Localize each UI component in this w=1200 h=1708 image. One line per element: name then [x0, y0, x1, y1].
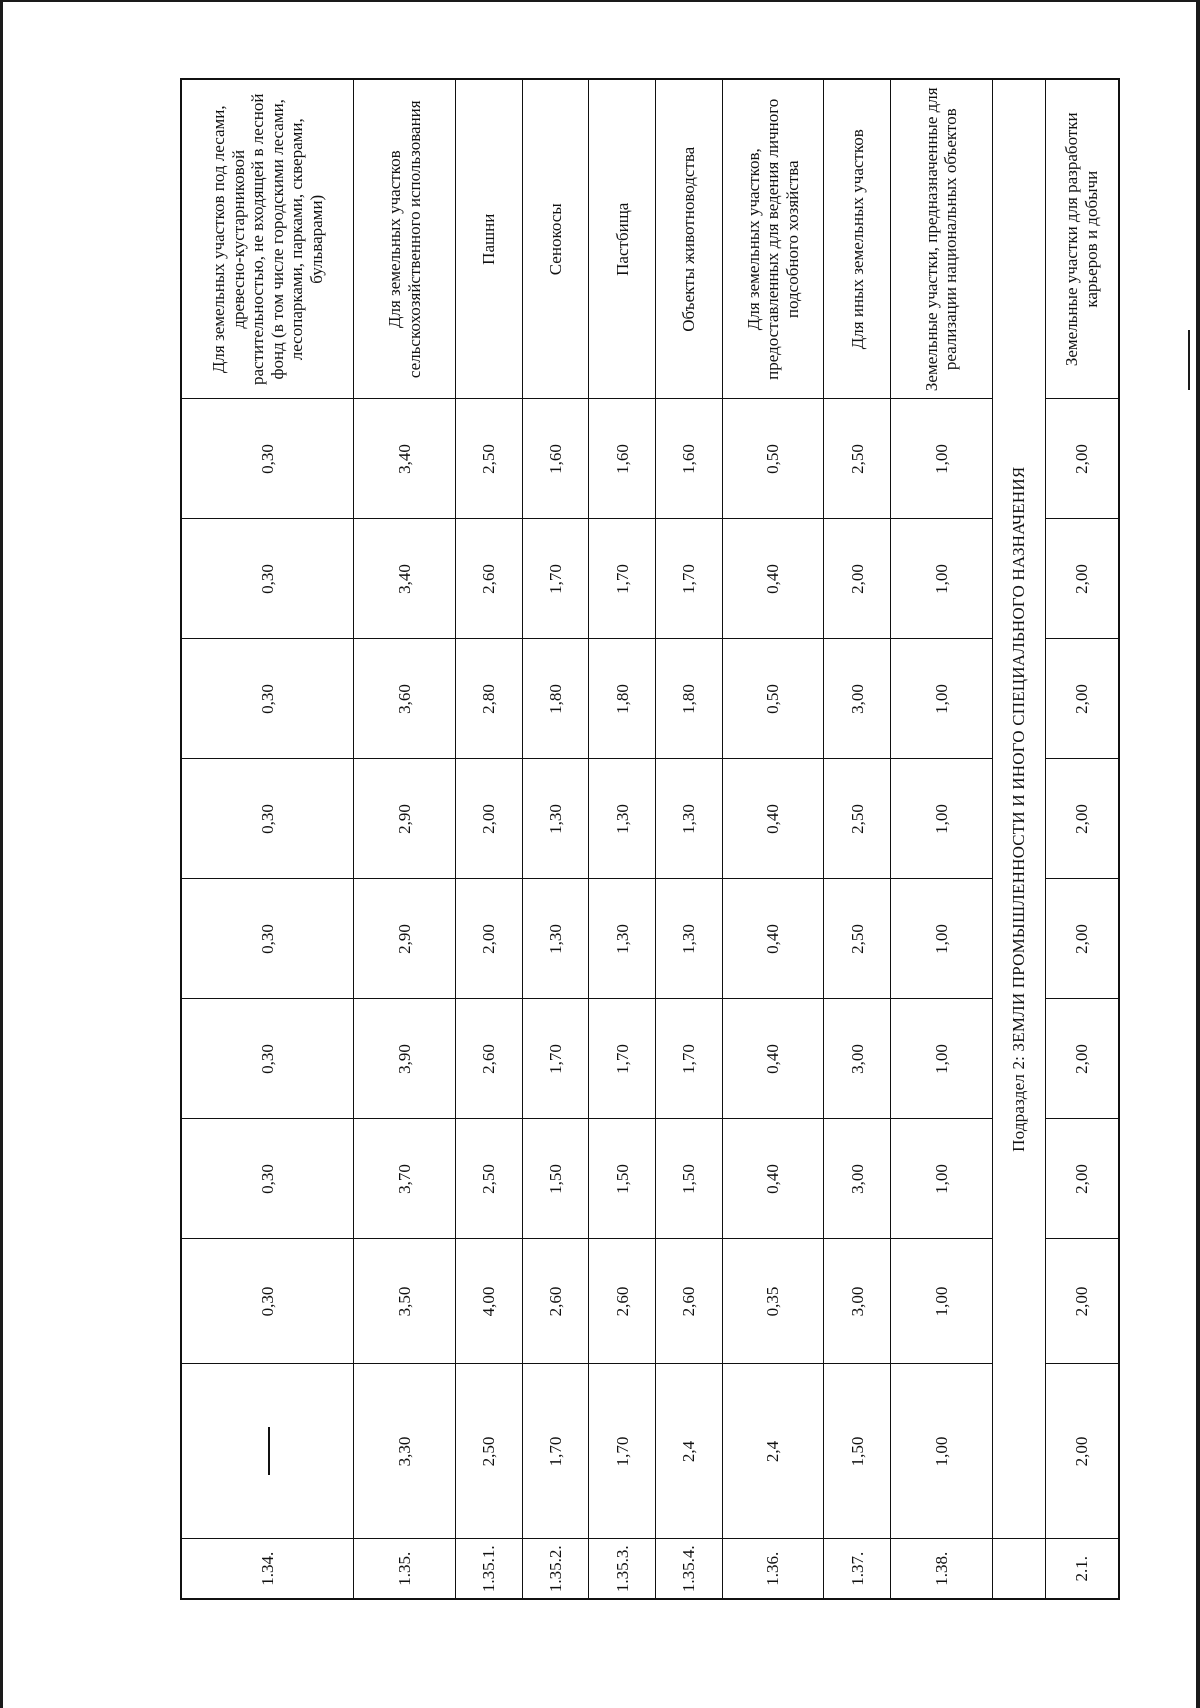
value-cell: 3,90	[354, 999, 455, 1119]
section-row	[992, 79, 1045, 1599]
value-cell: 0,35	[723, 1239, 824, 1364]
value-cell: 0,40	[723, 879, 824, 999]
value-cell: 3,50	[354, 1239, 455, 1364]
row-number: 1.35.	[354, 1539, 455, 1599]
value-cell: 0,30	[181, 639, 354, 759]
value-cell: 1,70	[522, 519, 589, 639]
value-cell: 2,00	[1045, 1239, 1119, 1364]
scan-edge-top	[0, 0, 1200, 2]
value-cell: 2,50	[824, 399, 891, 519]
land-category-name: Для земельных участков, предоставленных для ведения личного подсобного хозяйства	[723, 79, 824, 399]
value-cell: 1,50	[656, 1119, 723, 1239]
value-cell: 2,4	[656, 1364, 723, 1539]
value-cell: 1,60	[522, 399, 589, 519]
value-cell: 0,30	[181, 759, 354, 879]
value-cell: 2,60	[455, 999, 522, 1119]
scan-edge-right	[1196, 0, 1200, 1708]
value-cell: 2,4	[723, 1364, 824, 1539]
table-row	[824, 79, 891, 1599]
value-cell: 0,30	[181, 1119, 354, 1239]
value-cell: 1,30	[656, 879, 723, 999]
value-cell: 2,00	[455, 759, 522, 879]
value-cell: 0,40	[723, 519, 824, 639]
value-cell: 1,00	[891, 1119, 992, 1239]
row-number: 1.38.	[891, 1539, 992, 1599]
table-row	[656, 79, 723, 1599]
row-number: 1.34.	[181, 1539, 354, 1599]
value-cell: 1,30	[589, 879, 656, 999]
value-cell: 3,00	[824, 639, 891, 759]
section-title: Подраздел 2: ЗЕМЛИ ПРОМЫШЛЕННОСТИ И ИНОГО СПЕЦИАЛЬНОГО НАЗНАЧЕНИЯ	[992, 79, 1045, 1539]
value-cell: 1,00	[891, 999, 992, 1119]
value-cell: 3,70	[354, 1119, 455, 1239]
table-row	[1045, 79, 1119, 1599]
value-cell: 2,50	[455, 1364, 522, 1539]
value-cell: 1,80	[589, 639, 656, 759]
land-category-name: Объекты животноводства	[656, 79, 723, 399]
tariff-table	[180, 78, 1120, 1600]
value-cell: 0,30	[181, 399, 354, 519]
row-number: 1.37.	[824, 1539, 891, 1599]
value-cell: 3,30	[354, 1364, 455, 1539]
row-number: 1.35.3.	[589, 1539, 656, 1599]
table-row	[891, 79, 992, 1599]
value-cell: 1,00	[891, 1239, 992, 1364]
value-cell: 2,50	[824, 759, 891, 879]
value-cell: 3,40	[354, 519, 455, 639]
value-cell: 1,60	[656, 399, 723, 519]
land-category-name: Земельные участки, предназначенные для реализации национальных объектов	[891, 79, 992, 399]
table-row	[181, 79, 354, 1599]
value-cell: 0,30	[181, 1239, 354, 1364]
table-row	[589, 79, 656, 1599]
value-cell: 2,00	[455, 879, 522, 999]
value-cell: 1,70	[522, 1364, 589, 1539]
value-cell: 2,00	[1045, 999, 1119, 1119]
value-cell: 2,90	[354, 759, 455, 879]
value-cell: 2,60	[589, 1239, 656, 1364]
value-cell: 2,50	[455, 1119, 522, 1239]
table-body	[181, 79, 1119, 1599]
value-cell: 1,00	[891, 519, 992, 639]
land-category-name: Для иных земельных участков	[824, 79, 891, 399]
value-cell: 2,00	[1045, 399, 1119, 519]
value-cell: 2,50	[824, 879, 891, 999]
value-cell: 1,50	[824, 1364, 891, 1539]
value-cell: 2,00	[1045, 759, 1119, 879]
value-cell: 2,00	[1045, 879, 1119, 999]
value-cell: 2,80	[455, 639, 522, 759]
value-cell: 1,70	[589, 1364, 656, 1539]
value-cell: 1,30	[589, 759, 656, 879]
value-cell: 1,60	[589, 399, 656, 519]
value-cell: 0,50	[723, 639, 824, 759]
value-cell: 0,30	[181, 879, 354, 999]
row-number: 2.1.	[1045, 1539, 1119, 1599]
row-number: 1.36.	[723, 1539, 824, 1599]
value-cell: 1,00	[891, 399, 992, 519]
value-cell: 2,60	[522, 1239, 589, 1364]
value-cell: 1,70	[656, 999, 723, 1119]
value-cell: 1,80	[656, 639, 723, 759]
land-category-name: Для земельных участков сельскохозяйственного использования	[354, 79, 455, 399]
land-category-name: Пашни	[455, 79, 522, 399]
value-cell: 1,00	[891, 759, 992, 879]
value-cell: 2,60	[455, 519, 522, 639]
value-cell: 1,70	[522, 999, 589, 1119]
land-category-name: Земельные участки для разработки карьеров и добычи	[1045, 79, 1119, 399]
value-cell: 0,40	[723, 759, 824, 879]
value-cell: 2,00	[1045, 639, 1119, 759]
value-cell: 0,30	[181, 999, 354, 1119]
land-category-name: Для земельных участков под лесами, древесно-кустарниковой растительностью, не входящей в лесной фонд (в том числе городскими лесами, лесопарками, парками, скверами, бульварами)	[181, 79, 354, 399]
value-cell: 2,00	[1045, 519, 1119, 639]
value-cell: 3,40	[354, 399, 455, 519]
value-cell: 2,60	[656, 1239, 723, 1364]
value-cell: 1,50	[522, 1119, 589, 1239]
table-row	[455, 79, 522, 1599]
value-cell: 0,50	[723, 399, 824, 519]
row-number: 1.35.2.	[522, 1539, 589, 1599]
table-row	[522, 79, 589, 1599]
value-cell: 1,50	[589, 1119, 656, 1239]
value-cell: 1,30	[522, 759, 589, 879]
row-number: 1.35.4.	[656, 1539, 723, 1599]
value-cell: 2,00	[1045, 1119, 1119, 1239]
row-number: 1.35.1.	[455, 1539, 522, 1599]
value-cell: 2,00	[1045, 1364, 1119, 1539]
value-cell: 3,00	[824, 1239, 891, 1364]
rotated-document-page	[180, 80, 1120, 1600]
land-category-name: Сенокосы	[522, 79, 589, 399]
value-cell: 3,60	[354, 639, 455, 759]
value-cell-empty	[181, 1364, 354, 1539]
dash-mark	[268, 1428, 270, 1476]
section-gutter-cell	[992, 1539, 1045, 1599]
value-cell: 1,30	[522, 879, 589, 999]
scan-mark-right	[1188, 330, 1190, 390]
table-row	[723, 79, 824, 1599]
value-cell: 1,00	[891, 879, 992, 999]
land-category-name: Пастбища	[589, 79, 656, 399]
value-cell: 0,40	[723, 1119, 824, 1239]
value-cell: 1,70	[589, 999, 656, 1119]
table-row	[354, 79, 455, 1599]
scan-edge-left	[0, 0, 3, 1708]
value-cell: 1,30	[656, 759, 723, 879]
value-cell: 3,00	[824, 999, 891, 1119]
value-cell: 0,40	[723, 999, 824, 1119]
value-cell: 1,70	[589, 519, 656, 639]
value-cell: 1,70	[656, 519, 723, 639]
value-cell: 0,30	[181, 519, 354, 639]
value-cell: 4,00	[455, 1239, 522, 1364]
value-cell: 1,80	[522, 639, 589, 759]
value-cell: 2,50	[455, 399, 522, 519]
value-cell: 3,00	[824, 1119, 891, 1239]
value-cell: 2,00	[824, 519, 891, 639]
value-cell: 1,00	[891, 1364, 992, 1539]
value-cell: 1,00	[891, 639, 992, 759]
value-cell: 2,90	[354, 879, 455, 999]
